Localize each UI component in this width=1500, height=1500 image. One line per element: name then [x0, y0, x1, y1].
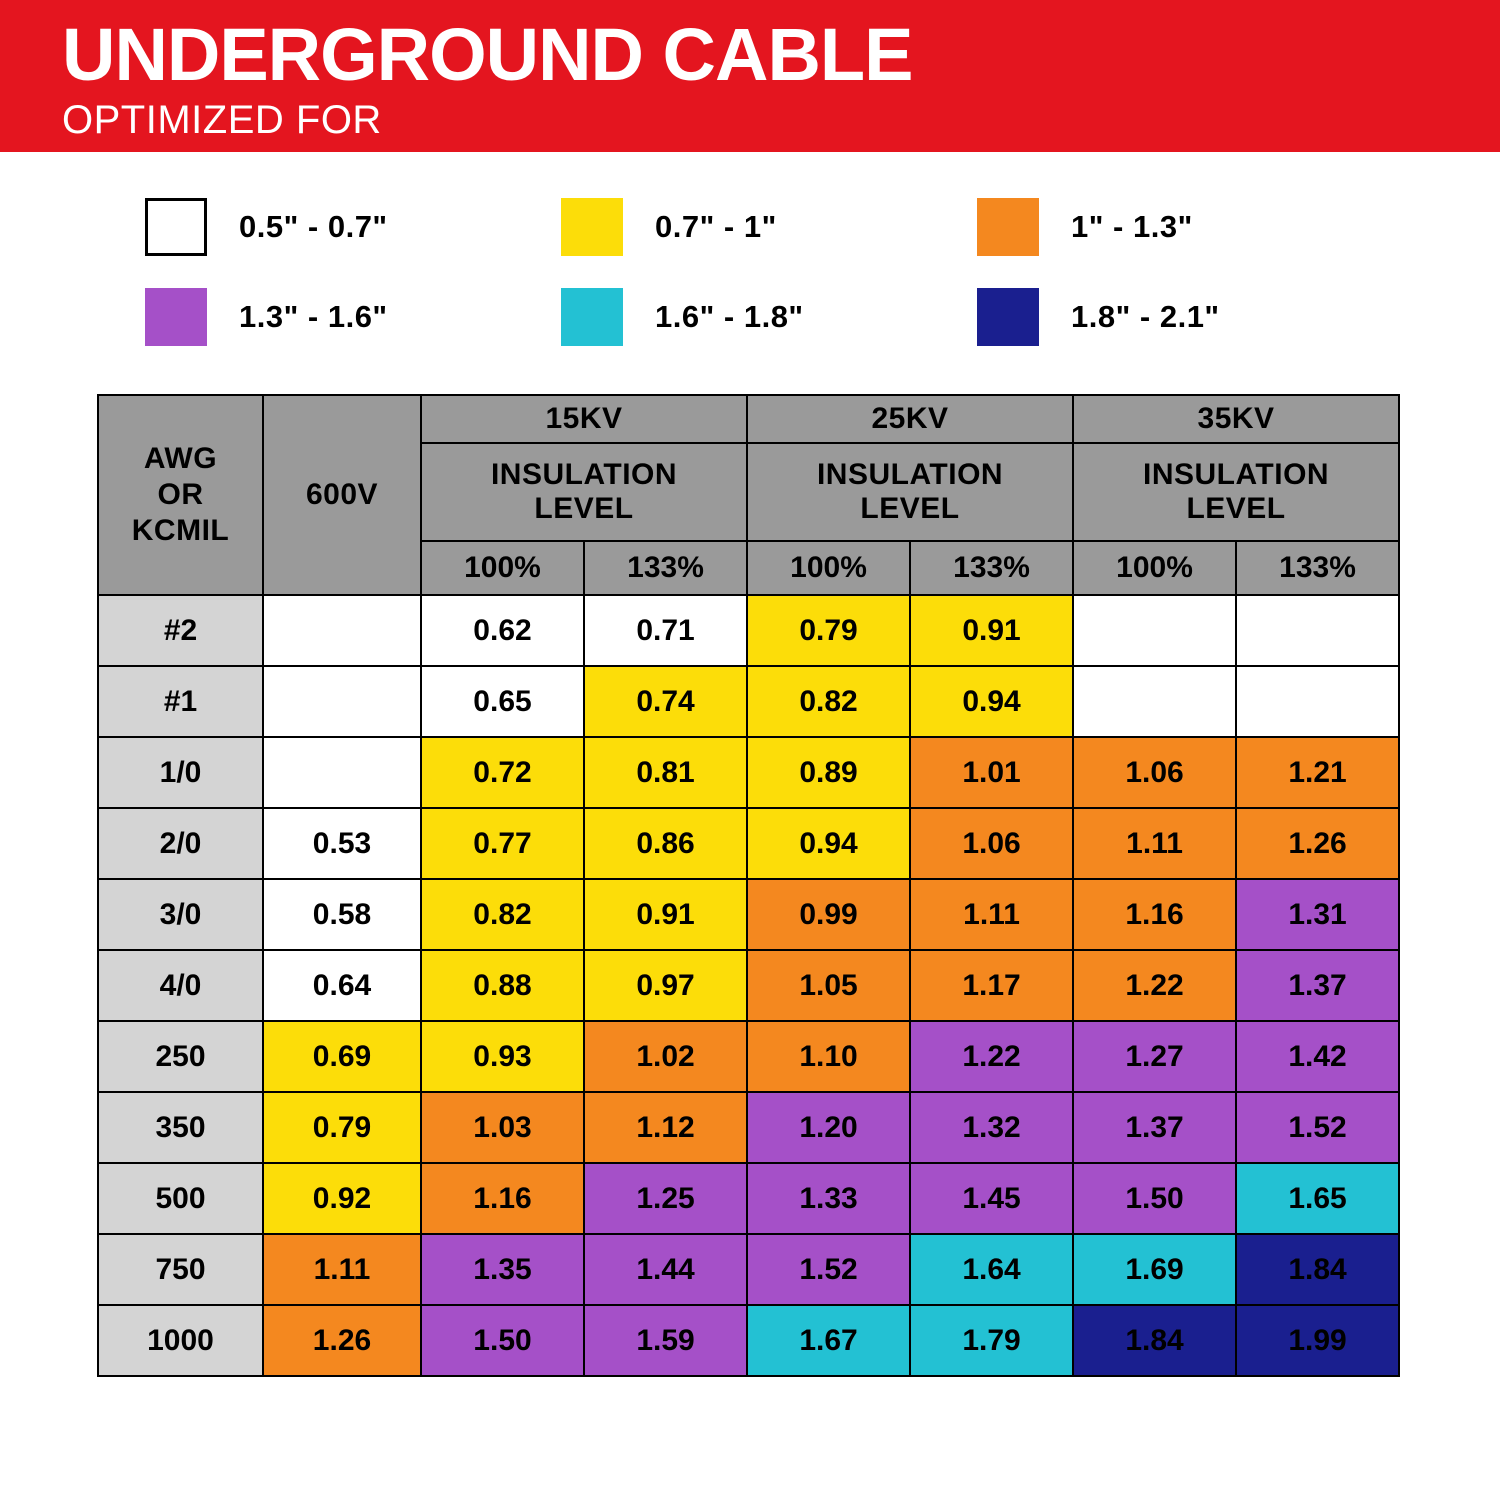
header-25kv-133: 133% — [910, 541, 1073, 595]
header-awg-line2: OR — [157, 478, 204, 511]
legend-item — [145, 198, 561, 256]
table-cell: 0.86 — [584, 808, 747, 879]
table-cell: 0.77 — [421, 808, 584, 879]
table-cell: 1.22 — [910, 1021, 1073, 1092]
header-insulation-15kv — [421, 443, 747, 541]
table-cell: 1.17 — [910, 950, 1073, 1021]
table-cell: 0.81 — [584, 737, 747, 808]
legend-item — [977, 198, 1393, 256]
table-cell: 1.06 — [1073, 737, 1236, 808]
header-25kv: 25KV — [747, 395, 1073, 443]
table-cell: 1.11 — [1073, 808, 1236, 879]
table-cell: 1.35 — [421, 1234, 584, 1305]
table-cell: 1.32 — [910, 1092, 1073, 1163]
header-awg-kcmil — [98, 395, 263, 595]
table-cell: 0.71 — [584, 595, 747, 666]
header-35kv: 35KV — [1073, 395, 1399, 443]
table-cell: 0.53 — [263, 808, 421, 879]
legend-item-label: 1.6" - 1.8" — [655, 299, 804, 334]
row-header-awg: 4/0 — [98, 950, 263, 1021]
header-banner — [0, 0, 1500, 152]
page-title: UNDERGROUND CABLE — [62, 13, 913, 96]
table-row — [98, 1305, 1399, 1376]
table-cell: 1.33 — [747, 1163, 910, 1234]
table-cell: 0.92 — [263, 1163, 421, 1234]
table-cell: 0.93 — [421, 1021, 584, 1092]
legend-item — [561, 198, 977, 256]
table-cell: 1.50 — [1073, 1163, 1236, 1234]
header-15kv-133: 133% — [584, 541, 747, 595]
table-cell: 1.02 — [584, 1021, 747, 1092]
table-cell: 0.99 — [747, 879, 910, 950]
table-row — [98, 595, 1399, 666]
table-cell: 1.11 — [263, 1234, 421, 1305]
row-header-awg: 350 — [98, 1092, 263, 1163]
table-cell: 1.26 — [1236, 808, 1399, 879]
cable-size-table — [97, 394, 1400, 1377]
table-cell: 1.99 — [1236, 1305, 1399, 1376]
table-cell: 0.58 — [263, 879, 421, 950]
table-row — [98, 1163, 1399, 1234]
table-cell: 1.26 — [263, 1305, 421, 1376]
table-cell: 1.12 — [584, 1092, 747, 1163]
header-600v: 600V — [263, 395, 421, 595]
row-header-awg: 750 — [98, 1234, 263, 1305]
table-row — [98, 1092, 1399, 1163]
table-cell: 0.82 — [747, 666, 910, 737]
legend-swatch-icon — [561, 198, 623, 256]
header-25kv-100: 100% — [747, 541, 910, 595]
legend-swatch-icon — [977, 288, 1039, 346]
table-cell: 1.37 — [1073, 1092, 1236, 1163]
table-cell: 1.64 — [910, 1234, 1073, 1305]
table-cell: 1.44 — [584, 1234, 747, 1305]
table-row — [98, 737, 1399, 808]
table-cell: 1.25 — [584, 1163, 747, 1234]
cable-size-table-wrapper — [97, 394, 1400, 1377]
insulation-line2: LEVEL — [860, 492, 960, 525]
table-cell: 0.62 — [421, 595, 584, 666]
table-cell: 1.42 — [1236, 1021, 1399, 1092]
row-header-awg: #2 — [98, 595, 263, 666]
table-cell: 0.69 — [263, 1021, 421, 1092]
table-header-row-kv — [98, 395, 1399, 443]
table-cell: 0.64 — [263, 950, 421, 1021]
legend-swatch-icon — [561, 288, 623, 346]
header-15kv: 15KV — [421, 395, 747, 443]
table-cell: 0.74 — [584, 666, 747, 737]
table-cell — [263, 666, 421, 737]
table-cell: 1.84 — [1236, 1234, 1399, 1305]
table-cell: 1.16 — [1073, 879, 1236, 950]
table-cell: 0.72 — [421, 737, 584, 808]
insulation-line1: INSULATION — [816, 457, 1004, 491]
table-cell: 0.79 — [263, 1092, 421, 1163]
table-cell: 1.16 — [421, 1163, 584, 1234]
table-cell: 1.59 — [584, 1305, 747, 1376]
header-35kv-133: 133% — [1236, 541, 1399, 595]
legend-item-label: 0.7" - 1" — [655, 209, 777, 244]
legend-swatch-icon — [145, 288, 207, 346]
table-cell: 1.45 — [910, 1163, 1073, 1234]
table-cell — [263, 737, 421, 808]
table-cell: 0.89 — [747, 737, 910, 808]
table-cell: 1.37 — [1236, 950, 1399, 1021]
insulation-line1: INSULATION — [490, 457, 678, 491]
row-header-awg: #1 — [98, 666, 263, 737]
row-header-awg: 1/0 — [98, 737, 263, 808]
table-cell: 0.94 — [910, 666, 1073, 737]
table-cell: 0.91 — [910, 595, 1073, 666]
row-header-awg: 3/0 — [98, 879, 263, 950]
table-cell: 1.79 — [910, 1305, 1073, 1376]
table-cell: 1.20 — [747, 1092, 910, 1163]
row-header-awg: 250 — [98, 1021, 263, 1092]
table-cell: 1.52 — [1236, 1092, 1399, 1163]
table-row — [98, 1234, 1399, 1305]
table-cell: 0.97 — [584, 950, 747, 1021]
legend-item — [977, 288, 1393, 346]
legend-item-label: 1.3" - 1.6" — [239, 299, 388, 334]
table-cell: 1.67 — [747, 1305, 910, 1376]
table-row — [98, 666, 1399, 737]
insulation-line2: LEVEL — [534, 492, 634, 525]
table-cell: 1.11 — [910, 879, 1073, 950]
table-row — [98, 1021, 1399, 1092]
legend-item-label: 1.8" - 2.1" — [1071, 299, 1220, 334]
table-cell: 1.50 — [421, 1305, 584, 1376]
header-15kv-100: 100% — [421, 541, 584, 595]
table-cell: 1.01 — [910, 737, 1073, 808]
table-cell: 1.31 — [1236, 879, 1399, 950]
header-insulation-35kv — [1073, 443, 1399, 541]
insulation-line1: INSULATION — [1142, 457, 1330, 491]
table-row — [98, 950, 1399, 1021]
table-row — [98, 879, 1399, 950]
header-awg-line1: AWG — [143, 442, 218, 475]
legend-item-label: 1" - 1.3" — [1071, 209, 1193, 244]
row-header-awg: 1000 — [98, 1305, 263, 1376]
table-cell: 1.65 — [1236, 1163, 1399, 1234]
row-header-awg: 2/0 — [98, 808, 263, 879]
legend-swatch-icon — [977, 198, 1039, 256]
table-cell: 0.88 — [421, 950, 584, 1021]
legend-item — [145, 288, 561, 346]
table-cell: 1.06 — [910, 808, 1073, 879]
table-cell: 0.65 — [421, 666, 584, 737]
legend-item — [561, 288, 977, 346]
insulation-line2: LEVEL — [1186, 492, 1286, 525]
table-body — [98, 595, 1399, 1376]
table-cell — [263, 595, 421, 666]
table-cell: 1.10 — [747, 1021, 910, 1092]
legend-item-label: 0.5" - 0.7" — [239, 209, 388, 244]
header-awg-line3: KCMIL — [131, 514, 230, 547]
header-insulation-25kv — [747, 443, 1073, 541]
header-35kv-100: 100% — [1073, 541, 1236, 595]
table-cell: 0.82 — [421, 879, 584, 950]
page-subtitle: OPTIMIZED FOR — [62, 98, 382, 142]
table-cell: 1.05 — [747, 950, 910, 1021]
table-cell — [1073, 666, 1236, 737]
table-cell: 0.79 — [747, 595, 910, 666]
table-cell: 0.91 — [584, 879, 747, 950]
table-row — [98, 808, 1399, 879]
table-cell: 1.03 — [421, 1092, 584, 1163]
table-cell: 1.69 — [1073, 1234, 1236, 1305]
row-header-awg: 500 — [98, 1163, 263, 1234]
table-cell: 1.52 — [747, 1234, 910, 1305]
table-cell — [1073, 595, 1236, 666]
legend-swatch-icon — [145, 198, 207, 256]
table-cell: 0.94 — [747, 808, 910, 879]
table-cell — [1236, 666, 1399, 737]
legend — [145, 198, 1395, 378]
table-cell: 1.22 — [1073, 950, 1236, 1021]
table-cell — [1236, 595, 1399, 666]
table-cell: 1.84 — [1073, 1305, 1236, 1376]
table-cell: 1.27 — [1073, 1021, 1236, 1092]
table-head — [98, 395, 1399, 595]
table-cell: 1.21 — [1236, 737, 1399, 808]
